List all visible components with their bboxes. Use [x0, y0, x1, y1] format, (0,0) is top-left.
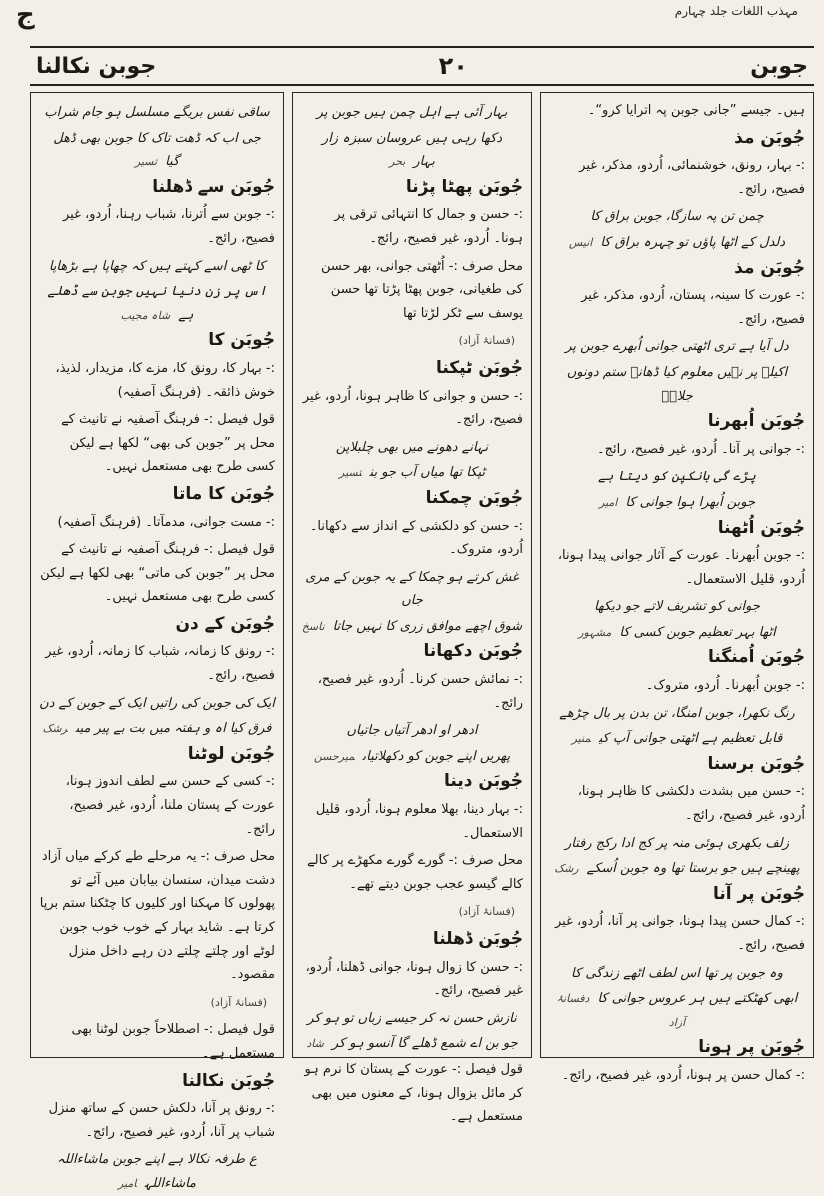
- verse-line: ٹپکا تھا میاں آب جو بنتسیر: [339, 465, 485, 481]
- page-number: ۲۰: [438, 52, 468, 80]
- verse-line: پھینچے ہیں جو برستا تھا وہ جوبن اُسکےرشک: [554, 861, 800, 877]
- source-reference: (فسانۂ آزاد): [458, 334, 515, 348]
- headword: جُوبَن چمکنا: [425, 487, 523, 508]
- definition-text: قول فیصل :- عورت کے پستان کا نرم ہو کر مائل بزوال ہونا، کے معنوں میں بھی مستعمل ہے۔: [304, 1061, 523, 1125]
- definition-text: :- کسی کے حسن سے لطف اندوز ہونا، عورت کے پستان ملنا، اُردو، غیر فصیح، رائج۔: [65, 774, 275, 837]
- verse-line: ادھر او ادھر آتیاں جاتیاں: [346, 723, 478, 739]
- verse-line: نہانے دھونے میں بھی چلبلاپن: [335, 439, 489, 455]
- verse-line: ابھی کھٹکتے ہیں ہر عروس جوانی کادفسانۂ آزاد: [556, 991, 798, 1029]
- headword: جُوبَن سے ڈھلنا: [152, 176, 275, 197]
- headword: جُوبَن برسنا: [707, 753, 805, 774]
- poet-name: امیر: [117, 1176, 137, 1190]
- headword: جُوبَن نکالنا: [182, 1070, 275, 1091]
- definition-text: :- بہار، رونق، خوشنمائی، اُردو، مذکر، غیر فصیح، رائج۔: [579, 158, 805, 197]
- poet-name: مشہور: [578, 625, 612, 639]
- verse-line: فرق کیا اہ و ہفتہ میں بت بے پیر میںرشک: [42, 721, 272, 737]
- verse-line: ایک کی جوبن کی راتیں ایک کے جوبن کے دن: [39, 695, 275, 711]
- verse-line: اٹھا بہر تعظیم جوبن کسی کامشہور: [578, 624, 776, 640]
- headword: جُوبَن پر آنا: [713, 883, 805, 904]
- verse-line: شوق اچھے موافق زری کا نہیں جاتاناسخ: [301, 618, 523, 634]
- definition-text: :- عورت کا سینہ، پستان، اُردو، مذکر، غیر فصیح، رائج۔: [581, 288, 805, 327]
- verse-line: جوبن اُبھرا ہوا جوانی کاامیر: [598, 494, 756, 510]
- verse-line: وہ جوبن پر تھا اس لطف اٹھے زندگی کا: [571, 965, 783, 981]
- verse-line: کا ٹھی اسے کہتے ہیں کہ چھاپا ہے بڑھاپا: [48, 258, 266, 274]
- definition-text: محل صرف :- گورے گورے مکھڑے پر کالے کالے گیسو عجب جوبن دیتے تھے۔: [307, 853, 523, 892]
- definition-text: :- جوانی پر آنا۔ اُردو، غیر فصیح، رائج۔: [597, 441, 805, 457]
- definition-text: :- بہار دینا، بھلا معلوم ہونا، اُردو، قلیل الاستعمال۔: [315, 802, 523, 841]
- definition-text: محل صرف :- یہ مرحلے طے کرکے میاں آزاد دشت میدان، سنسان بیابان میں آئے تو پھولوں کا مہکنا اور کلیوں کا چٹکنا ستم برپا کرتا ہے۔ شاید بہار کے خوب خوب جوبن لوٹے اور چلتے چلتے دن رہے داخل منزل مقصود۔: [39, 849, 275, 983]
- poet-name: شاہ مجیب: [120, 308, 171, 322]
- definition-text: :- نمائش حسن کرنا۔ اُردو، غیر فصیح، رائج۔: [317, 672, 523, 711]
- verse-line: نازش حسن نہ کر جیسے زباں تو ہو کر: [307, 1010, 517, 1026]
- definition-text: :- حسن میں بشدت دلکشی کا ظاہر ہونا، اُردو، غیر فصیح، رائج۔: [577, 784, 805, 824]
- headword: جُوبَن کے دن: [175, 613, 275, 634]
- definition-text: :- جوبن اُبھرنا۔ اُردو، متروک۔: [645, 678, 805, 694]
- definition-text: :- رونق پر آنا، دلکش حسن کے ساتھ منزل شباب پر آنا، اُردو، غیر فصیح، رائج۔: [48, 1101, 275, 1140]
- poet-name: تسیر: [339, 466, 362, 480]
- headword: جُوبَن کا: [208, 330, 275, 351]
- poet-name: بحر: [389, 155, 406, 169]
- poet-name: میرحسن: [313, 749, 355, 763]
- verse-line: دکھا رہی ہیں عروسان سبزہ زار بہاربحر: [321, 130, 503, 170]
- header-last-entry: جوبن نکالنا: [36, 53, 157, 79]
- left-column: [30, 92, 284, 1191]
- poet-name: انیس: [568, 235, 593, 249]
- headword: جُوبَن دکھانا: [423, 641, 523, 662]
- definition-text: قول فیصل :- اصطلاحاً جوبن لوٹنا بھی مستعمل ہے۔: [71, 1022, 275, 1061]
- definition-text: محل صرف :- اُٹھتی جوانی، بھر حسن کی طغیانی، جوبن پھٹا پڑتا تھا حسن یوسف سے ٹکر لڑتا تھا: [320, 258, 523, 321]
- headword: جُوبَن پر ہونا: [698, 1037, 805, 1058]
- middle-column: [292, 92, 532, 1125]
- definition-text: :- حسن کا زوال ہونا، جوانی ڈھلنا، اُردو، غیر فصیح، رائج۔: [305, 959, 523, 999]
- verse-line: زلف بکھری ہوئی منہ پر کج ادا رکج رفتار: [564, 835, 790, 851]
- headword: جُوبَن مذ: [734, 257, 805, 278]
- verse-line: جی اب کہ ڈھت تاک کا جوبن بھی ڈھل گیاتسیر: [53, 130, 261, 170]
- definition-text: :- کمال حسن پر ہونا، اُردو، غیر فصیح، رائج۔: [561, 1067, 805, 1083]
- poet-name: رشک: [42, 722, 68, 736]
- verse-line: قابل تعظیم ہے اٹھتی جوانی آپ کیمنیر: [571, 731, 783, 747]
- verse-line: غش کرتے ہو چمکا کے یہ جوبن کے مری جاں: [305, 569, 519, 609]
- headword: جُوبَن کا ماتا: [172, 483, 275, 504]
- definition-text: :- جوبن سے اُترنا، شباب رہنا، اُردو، غیر فصیح، رائج۔: [63, 207, 275, 246]
- verse-line: اس پر زن دنیا نہیں جوبن سے ڈھلے ہےشاہ مجیب: [47, 284, 267, 323]
- poet-name: شاد: [306, 1037, 324, 1051]
- poet-name: تسیر: [134, 155, 158, 169]
- headword: جُوبَن دینا: [444, 771, 523, 792]
- headword: جُوبَن ٹپکنا: [435, 357, 523, 378]
- verse-line: پڑے گی بانکپن کو دیتا ہے: [598, 469, 756, 485]
- verse-line: ع طرفہ نکالا ہے اپنے جوبن ماشاءاللہ ماشاءاللہامیر: [57, 1152, 257, 1191]
- source-reference: (فسانۂ آزاد): [458, 905, 515, 919]
- poet-name: منیر: [571, 732, 591, 746]
- verse-line: پھریں اپنے جوبن کو دکھلاتیاںمیرحسن: [313, 748, 511, 764]
- verse-line: چمن تن پہ سازگا، جوبن براق کا: [590, 209, 764, 225]
- book-title: مہذب اللغات جلد چہارم: [674, 4, 798, 18]
- poet-name: امیر: [598, 495, 618, 509]
- definition-text: :- مست جوانی، مدمآتا۔ (فرہنگ آصفیہ): [57, 514, 275, 530]
- poet-name: رشک: [554, 862, 579, 876]
- corner-letter: ج: [16, 0, 35, 30]
- headword: جُوبَن لوٹنا: [187, 743, 275, 764]
- verse-line: اکیلے پر نہیں معلوم کیا ڈھانے ستم دونوں جلالؔ: [566, 364, 788, 404]
- poet-name: ناسخ: [301, 619, 325, 633]
- definition-text: :- حسن کو دلکشی کے انداز سے دکھانا۔ اُردو، متروک۔: [309, 518, 523, 558]
- headword: جُوبَن اُبھرنا: [707, 411, 805, 432]
- definition-text: قول فیصل :- فرہنگ آصفیہ نے تانیث کے محل پر ”جوبن کی ماتی“ بھی لکھا ہے لیکن کسی طرح بھی مستعمل نہیں۔: [40, 542, 275, 605]
- verse-line: دل آیا ہے تری اٹھتی جوانی اُبھرے جوبن پر: [565, 339, 789, 355]
- headword: جُوبَن پھٹا پڑنا: [405, 176, 523, 197]
- headword: جُوبَن مذ: [734, 127, 805, 148]
- definition-text: قول فیصل :- فرہنگ آصفیہ نے تانیث کے محل پر ”جوبن کی بھی“ لکھا ہے لیکن کسی طرح بھی مستعمل نہیں۔: [61, 412, 275, 475]
- verse-line: رنگ نکھرا، جوبن امنگا، تن بدن پر بال چڑھے: [559, 705, 795, 721]
- definition-text: :- جوبن اُبھرنا۔ عورت کے آثار جوانی پیدا ہونا، اُردو، قلیل الاستعمال۔: [557, 548, 805, 587]
- definition-text: :- کمال حسن پیدا ہونا، جوانی پر آنا، اُردو، غیر فصیح، رائج۔: [554, 914, 805, 953]
- verse-line: دلدل کے اٹھا پاؤں تو چہرہ براق کاانیس: [568, 234, 786, 250]
- definition-text: :- حسن و جوانی کا ظاہر ہونا، اُردو، غیر فصیح، رائج۔: [302, 388, 523, 428]
- poet-name: دفسانۂ آزاد: [556, 992, 686, 1029]
- headword: جُوبَن ڈھلنا: [432, 929, 523, 949]
- verse-line: جوانی کو تشریف لاتے جو دیکھا: [594, 599, 760, 615]
- definition-text: :- حسن و جمال کا انتہائی ترقی پر ہونا۔ اُردو، غیر فصیح، رائج۔: [334, 207, 523, 246]
- right-column: [540, 92, 814, 1083]
- definition-text: ہیں۔ جیسے ”جانی جوبن پہ اترایا کرو“۔: [587, 103, 805, 118]
- source-reference: (فسانۂ آزاد): [210, 995, 267, 1009]
- verse-line: ساقی نفس بریگے مسلسل ہو جام شراب: [44, 105, 270, 120]
- page-header: [30, 46, 814, 86]
- definition-text: :- بہار کا، رونق کا، مزے کا، مزیدار، لذیذ، خوش ذائقہ۔ (فرہنگ آصفیہ): [55, 360, 275, 400]
- verse-line: جو بن اے شمع ڈھلے گا آنسو ہو کرشاد: [306, 1036, 518, 1052]
- definition-text: :- رونق کا زمانہ، شباب کا زمانہ، اُردو، غیر فصیح، رائج۔: [45, 644, 275, 684]
- headword: جُوبَن اُمنگنا: [707, 647, 805, 668]
- headword: جُوبَن اُٹھنا: [717, 517, 805, 538]
- header-first-entry: جوبن: [750, 53, 808, 79]
- verse-line: بہار آئی ہے اہل چمن ہیں جوبن پر: [316, 105, 508, 120]
